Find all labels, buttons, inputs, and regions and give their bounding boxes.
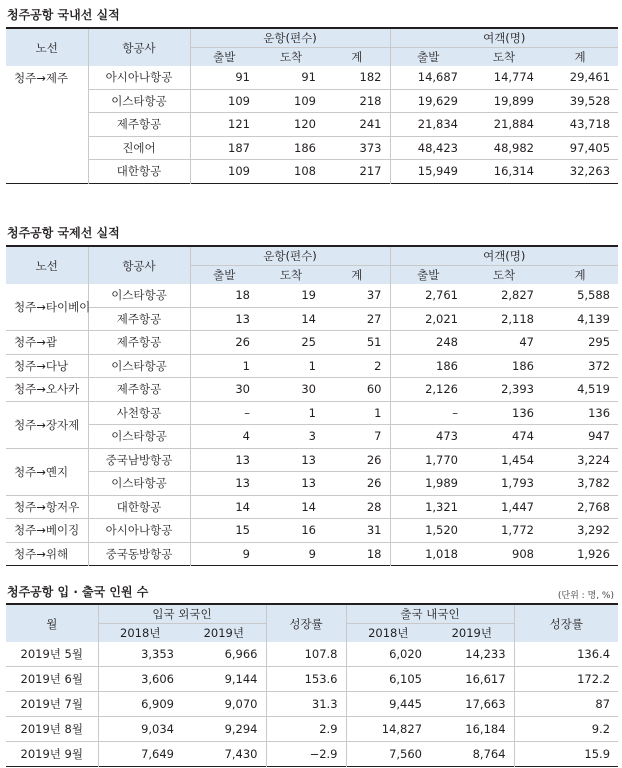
- flights-arr-cell: 25: [258, 331, 324, 355]
- month-cell: 2019년 8월: [6, 717, 98, 742]
- flights-total-cell: 26: [324, 472, 390, 496]
- header-route: 노선: [6, 28, 88, 66]
- pax-arr-cell: 186: [466, 354, 542, 378]
- korean-growth-cell: 9.2: [514, 717, 618, 742]
- header-korean-growth: 성장률: [514, 604, 618, 642]
- flights-arr-cell: 120: [258, 113, 324, 137]
- header-korean-2018: 2018년: [346, 624, 430, 643]
- table-row: [6, 642, 618, 667]
- pax-dep-cell: 1,520: [390, 519, 466, 543]
- pax-dep-cell: 48,423: [390, 136, 466, 160]
- pax-total-cell: 43,718: [542, 113, 618, 137]
- foreign-2018-cell: 9,034: [98, 717, 182, 742]
- korean-2018-cell: 14,827: [346, 717, 430, 742]
- flights-dep-cell: 187: [190, 136, 258, 160]
- table-row: [6, 66, 618, 89]
- foreign-2019-cell: 7,430: [224, 747, 258, 761]
- pax-arr-cell: 19,899: [466, 89, 542, 113]
- foreign-growth-cell: 31.3: [266, 692, 346, 717]
- flights-dep-cell: 26: [190, 331, 258, 355]
- foreign-growth-cell: 153.6: [266, 667, 346, 692]
- pax-dep-cell: 1,018: [390, 542, 466, 566]
- pax-total-cell: 136: [542, 401, 618, 425]
- header-month: 월: [6, 604, 98, 642]
- header-foreign-2019: 2019년: [182, 624, 266, 643]
- month-cell: 2019년 9월: [20, 747, 83, 761]
- airline-cell: 대한항공: [88, 495, 190, 519]
- flights-dep-cell: 13: [190, 472, 258, 496]
- korean-2019-cell: 16,617: [430, 667, 514, 692]
- table-row: [6, 160, 618, 184]
- pax-total-cell: 32,263: [569, 164, 611, 179]
- header-korean-2019: 2019년: [430, 624, 514, 643]
- pax-arr-cell: 2,118: [466, 307, 542, 331]
- pax-dep-cell: 473: [390, 425, 466, 449]
- header-pax-total: 계: [542, 266, 618, 285]
- flights-total-cell: 26: [324, 448, 390, 472]
- pax-dep-cell: 186: [390, 354, 466, 378]
- airline-cell: 중국남방항공: [88, 448, 190, 472]
- domestic-title: 청주공항 국내선 실적: [7, 8, 120, 22]
- flights-arr-cell: 16: [258, 519, 324, 543]
- airline-cell: 제주항공: [88, 307, 190, 331]
- table-row: [6, 495, 618, 519]
- flights-total-cell: 51: [324, 331, 390, 355]
- pax-total-cell: 4,139: [542, 307, 618, 331]
- pax-dep-cell: 1,321: [390, 495, 466, 519]
- korean-2019-cell: 17,663: [430, 692, 514, 717]
- flights-arr-cell: 30: [258, 378, 324, 402]
- flights-dep-cell: 13: [190, 448, 258, 472]
- header-route: 노선: [6, 246, 88, 284]
- pax-arr-cell: 908: [512, 546, 534, 561]
- flights-arr-cell: 14: [258, 307, 324, 331]
- korean-2019-cell: 14,233: [430, 642, 514, 667]
- flights-dep-cell: 91: [190, 66, 258, 89]
- header-flights-arr: 도착: [258, 266, 324, 285]
- flights-total-cell: 27: [324, 307, 390, 331]
- flights-total-cell: 7: [324, 425, 390, 449]
- month-cell: 2019년 5월: [6, 642, 98, 667]
- flights-arr-cell: 109: [258, 89, 324, 113]
- header-pax-dep: 출발: [390, 266, 466, 285]
- flights-dep-cell: 109: [190, 160, 258, 184]
- header-flights-arr: 도착: [258, 48, 324, 67]
- airline-cell: 사천항공: [88, 401, 190, 425]
- header-flights-total: 계: [324, 266, 390, 285]
- header-korean: 출국 내국인: [346, 604, 514, 624]
- header-airline: 항공사: [88, 246, 190, 284]
- pax-arr-cell: 1,447: [466, 495, 542, 519]
- pax-dep-cell: –: [390, 401, 466, 425]
- flights-total-cell: 182: [324, 66, 390, 89]
- flights-dep-cell: –: [190, 401, 258, 425]
- airline-cell: 이스타항공: [88, 284, 190, 307]
- pax-total-cell: 39,528: [542, 89, 618, 113]
- header-flights-dep: 출발: [190, 266, 258, 285]
- airline-cell: 이스타항공: [88, 472, 190, 496]
- table-row: [6, 331, 618, 355]
- header-airline: 항공사: [88, 28, 190, 66]
- pax-arr-cell: 474: [466, 425, 542, 449]
- pax-dep-cell: 15,949: [390, 160, 466, 184]
- korean-growth-cell: 136.4: [514, 642, 618, 667]
- flights-total-cell: 1: [324, 401, 390, 425]
- header-foreign: 입국 외국인: [98, 604, 266, 624]
- pax-total-cell: 97,405: [542, 136, 618, 160]
- flights-arr-cell: 1: [258, 354, 324, 378]
- month-cell: 2019년 7월: [6, 692, 98, 717]
- table-row: [6, 448, 618, 472]
- table-row: [6, 519, 618, 543]
- table-row: [6, 136, 618, 160]
- pax-total-cell: 3,224: [542, 448, 618, 472]
- flights-arr-cell: 13: [258, 472, 324, 496]
- route-cell: 청주→제주: [14, 71, 69, 85]
- table-row: [6, 113, 618, 137]
- route-cell: 청주→옌지: [6, 448, 88, 495]
- flights-dep-cell: 109: [190, 89, 258, 113]
- pax-arr-cell: 14,774: [466, 66, 542, 89]
- route-cell: 청주→괌: [6, 331, 88, 355]
- flights-arr-cell: 1: [258, 401, 324, 425]
- header-foreign-growth: 성장률: [266, 604, 346, 642]
- international-title: 청주공항 국제선 실적: [7, 226, 120, 240]
- korean-growth-cell: 15.9: [514, 742, 618, 767]
- foreign-2019-cell: 9,294: [182, 717, 266, 742]
- header-pax-total: 계: [542, 48, 618, 67]
- header-passengers: 여객(명): [390, 28, 618, 48]
- pax-dep-cell: 1,989: [390, 472, 466, 496]
- airline-cell: 중국동방항공: [88, 542, 190, 566]
- table-row: [6, 425, 618, 449]
- flights-dep-cell: 15: [190, 519, 258, 543]
- pax-dep-cell: 14,687: [390, 66, 466, 89]
- pax-total-cell: 947: [542, 425, 618, 449]
- flights-dep-cell: 1: [190, 354, 258, 378]
- header-pax-dep: 출발: [390, 48, 466, 67]
- airline-cell: 진에어: [88, 136, 190, 160]
- header-flights-dep: 출발: [190, 48, 258, 67]
- korean-2018-cell: 6,105: [346, 667, 430, 692]
- flights-dep-cell: 14: [190, 495, 258, 519]
- flights-total-cell: 373: [324, 136, 390, 160]
- flights-arr-cell: 19: [258, 284, 324, 307]
- airline-cell: 아시아나항공: [88, 66, 190, 89]
- pax-arr-cell: 47: [466, 331, 542, 355]
- flights-arr-cell: 3: [258, 425, 324, 449]
- pax-arr-cell: 1,772: [466, 519, 542, 543]
- flights-total-cell: 217: [359, 164, 382, 179]
- airline-cell: 제주항공: [88, 113, 190, 137]
- pax-total-cell: 295: [542, 331, 618, 355]
- pax-arr-cell: 1,454: [466, 448, 542, 472]
- airline-cell: 제주항공: [88, 331, 190, 355]
- flights-total-cell: 37: [324, 284, 390, 307]
- airline-cell: 이스타항공: [88, 89, 190, 113]
- route-cell: 청주→다낭: [6, 354, 88, 378]
- pax-arr-cell: 21,884: [466, 113, 542, 137]
- header-pax-arr: 도착: [466, 48, 542, 67]
- table-row: [6, 542, 618, 566]
- airline-cell: 제주항공: [88, 378, 190, 402]
- foreign-2019-cell: 6,966: [182, 642, 266, 667]
- flights-arr-cell: 186: [258, 136, 324, 160]
- route-cell: 청주→항저우: [6, 495, 88, 519]
- pax-total-cell: 2,768: [542, 495, 618, 519]
- flights-arr-cell: 13: [258, 448, 324, 472]
- header-flights-total: 계: [324, 48, 390, 67]
- immigration-table: [6, 603, 618, 767]
- table-row: [6, 742, 618, 767]
- pax-total-cell: 5,588: [542, 284, 618, 307]
- pax-total-cell: 3,782: [542, 472, 618, 496]
- table-row: [6, 667, 618, 692]
- foreign-2019-cell: 9,144: [182, 667, 266, 692]
- table-row: [6, 401, 618, 425]
- korean-2019-cell: 16,184: [430, 717, 514, 742]
- flights-total-cell: 241: [324, 113, 390, 137]
- airline-cell: 이스타항공: [88, 425, 190, 449]
- foreign-2018-cell: 7,649: [98, 742, 182, 767]
- international-table: [6, 245, 618, 566]
- pax-arr-cell: 2,827: [466, 284, 542, 307]
- table-row: [6, 354, 618, 378]
- pax-dep-cell: 2,126: [390, 378, 466, 402]
- flights-dep-cell: 18: [190, 284, 258, 307]
- foreign-2018-cell: 6,909: [98, 692, 182, 717]
- korean-2018-cell: 9,445: [346, 692, 430, 717]
- flights-arr-cell: 91: [258, 66, 324, 89]
- pax-dep-cell: 2,761: [390, 284, 466, 307]
- flights-dep-cell: 4: [190, 425, 258, 449]
- pax-total-cell: 372: [542, 354, 618, 378]
- pax-dep-cell: 248: [390, 331, 466, 355]
- header-pax-arr: 도착: [466, 266, 542, 285]
- route-cell: 청주→오사카: [6, 378, 88, 402]
- flights-arr-cell: 9: [308, 546, 316, 561]
- korean-2018-cell: 6,020: [346, 642, 430, 667]
- header-flights: 운항(편수): [190, 28, 390, 48]
- route-cell: 청주→장자제: [6, 401, 88, 448]
- korean-growth-cell: 87: [514, 692, 618, 717]
- route-cell: 청주→타이베이: [6, 284, 88, 331]
- airline-cell: 아시아나항공: [88, 519, 190, 543]
- unit-note: (단위 : 명, %): [557, 591, 614, 601]
- airline-cell: 대한항공: [88, 160, 190, 184]
- header-flights: 운항(편수): [190, 246, 390, 266]
- pax-arr-cell: 2,393: [466, 378, 542, 402]
- flights-total-cell: 2: [324, 354, 390, 378]
- flights-total-cell: 218: [324, 89, 390, 113]
- flights-dep-cell: 9: [190, 542, 258, 566]
- pax-arr-cell: 1,793: [466, 472, 542, 496]
- flights-total-cell: 28: [324, 495, 390, 519]
- pax-total-cell: 4,519: [542, 378, 618, 402]
- korean-2018-cell: 7,560: [346, 742, 430, 767]
- pax-dep-cell: 2,021: [390, 307, 466, 331]
- foreign-2018-cell: 3,606: [98, 667, 182, 692]
- table-row: [6, 378, 618, 402]
- header-foreign-2018: 2018년: [98, 624, 182, 643]
- foreign-growth-cell: 107.8: [266, 642, 346, 667]
- table-row: [6, 284, 618, 307]
- immigration-title: 청주공항 입 · 출국 인원 수: [7, 585, 149, 599]
- table-row: [6, 717, 618, 742]
- flights-arr-cell: 14: [258, 495, 324, 519]
- domestic-table: [6, 27, 618, 184]
- pax-dep-cell: 21,834: [390, 113, 466, 137]
- flights-arr-cell: 108: [294, 164, 316, 179]
- flights-total-cell: 18: [366, 546, 382, 561]
- flights-dep-cell: 30: [190, 378, 258, 402]
- pax-dep-cell: 19,629: [390, 89, 466, 113]
- pax-arr-cell: 136: [466, 401, 542, 425]
- table-row: [6, 472, 618, 496]
- route-cell: 청주→베이징: [6, 519, 88, 543]
- flights-dep-cell: 13: [190, 307, 258, 331]
- pax-total-cell: 1,926: [577, 546, 611, 561]
- pax-arr-cell: 16,314: [493, 164, 534, 179]
- pax-dep-cell: 1,770: [390, 448, 466, 472]
- korean-growth-cell: 172.2: [514, 667, 618, 692]
- route-cell: 청주→위해: [14, 546, 69, 561]
- flights-total-cell: 31: [324, 519, 390, 543]
- month-cell: 2019년 6월: [6, 667, 98, 692]
- table-row: [6, 89, 618, 113]
- header-passengers: 여객(명): [390, 246, 618, 266]
- korean-2019-cell: 8,764: [472, 747, 506, 761]
- table-row: [6, 307, 618, 331]
- table-row: [6, 692, 618, 717]
- foreign-growth-cell: −2.9: [266, 742, 346, 767]
- flights-total-cell: 60: [324, 378, 390, 402]
- flights-dep-cell: 121: [190, 113, 258, 137]
- foreign-growth-cell: 2.9: [266, 717, 346, 742]
- airline-cell: 이스타항공: [88, 354, 190, 378]
- pax-arr-cell: 48,982: [466, 136, 542, 160]
- pax-total-cell: 3,292: [542, 519, 618, 543]
- foreign-2019-cell: 9,070: [182, 692, 266, 717]
- foreign-2018-cell: 3,353: [98, 642, 182, 667]
- pax-total-cell: 29,461: [542, 66, 618, 89]
